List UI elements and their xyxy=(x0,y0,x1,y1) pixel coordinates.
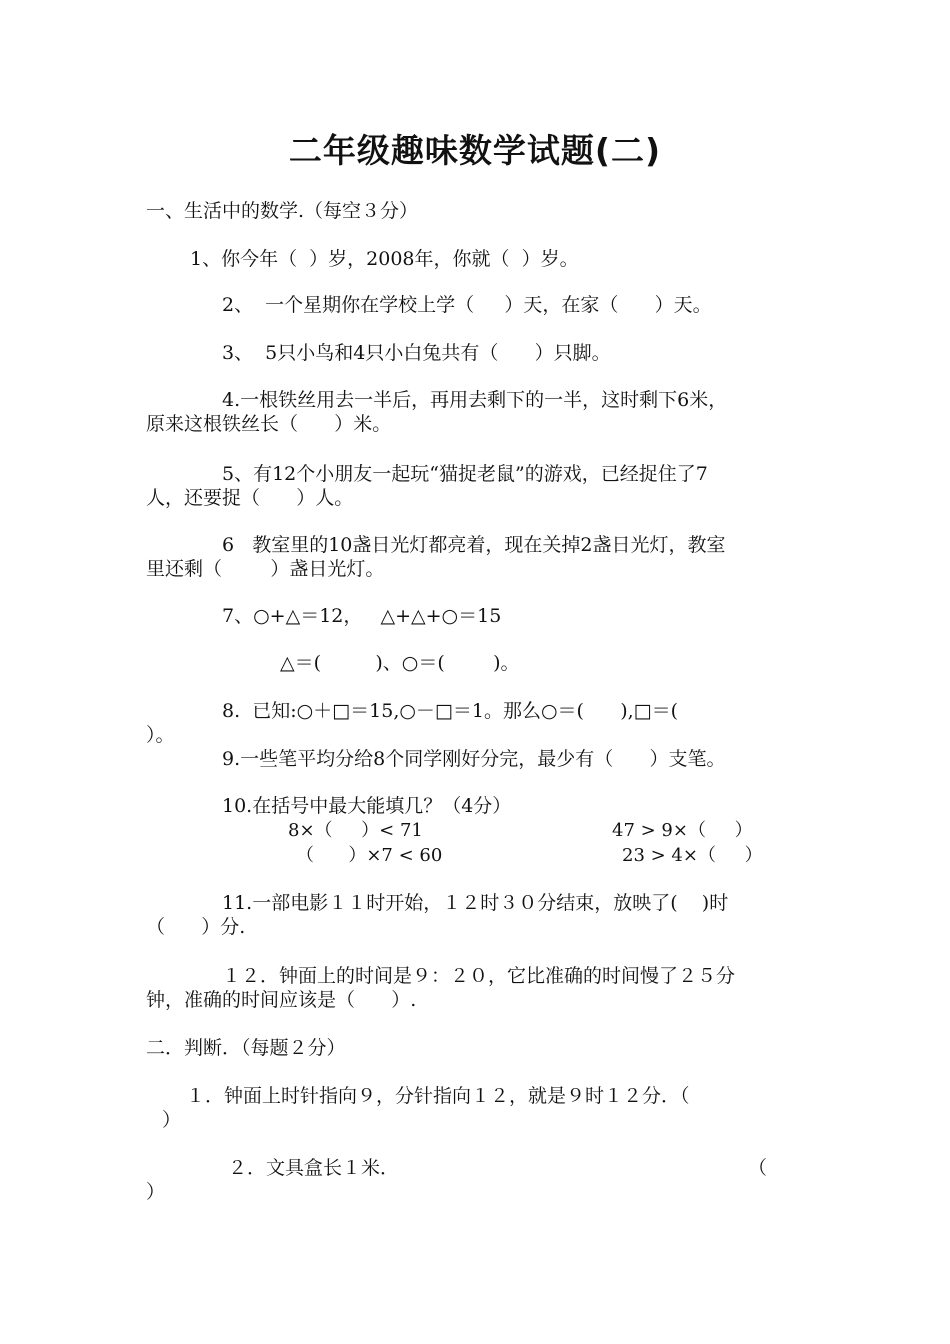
question-2: 2、 一个星期你在学校上学（ ）天，在家（ ）天。 xyxy=(222,294,712,316)
judgement-1-line-1: １．钟面上时针指向９，分针指向１２，就是９时１２分．（ xyxy=(186,1085,690,1107)
page-title: 二年级趣味数学试题(二) xyxy=(288,131,662,170)
question-10-heading: 10.在括号中最大能填几？（4分） xyxy=(222,795,512,817)
question-12-line-1: １２．钟面上的时间是９：２０，它比准确的时间慢了２５分 xyxy=(222,965,736,987)
judgement-1-line-2: ） xyxy=(162,1109,182,1131)
question-12-line-2: 钟，准确的时间应该是（ ）. xyxy=(146,989,417,1011)
judgement-2-text: ２．文具盒长１米． xyxy=(228,1157,400,1179)
question-6-line-2: 里还剩（ ）盏日光灯。 xyxy=(146,558,385,580)
question-10-item-a: 8×（ ）< 71 xyxy=(288,820,423,841)
question-5-line-1: 5、有12个小朋友一起玩“猫捉老鼠”的游戏，已经捉住了7 xyxy=(222,463,708,485)
question-5-line-2: 人，还要捉（ ）人。 xyxy=(146,487,354,509)
question-6-line-1: 6 教室里的10盏日光灯都亮着，现在关掉2盏日光灯，教室 xyxy=(222,534,726,556)
question-4-line-2: 原来这根铁丝长（ ）米。 xyxy=(146,413,392,435)
question-3: 3、 5只小鸟和4只小白兔共有（ ）只脚。 xyxy=(222,342,611,364)
question-10-item-d: 23 > 4×（ ） xyxy=(622,845,763,866)
question-7-line-2: △＝( )、○＝( )。 xyxy=(280,652,520,674)
judgement-2-paren-open: （ xyxy=(748,1157,768,1179)
question-10-item-c: （ ）×7 < 60 xyxy=(296,845,443,866)
question-11-line-2: （ ）分. xyxy=(146,916,246,938)
judgement-2-paren-close: ） xyxy=(146,1181,166,1203)
section-2-heading: 二．判断．（每题２分） xyxy=(146,1037,346,1059)
question-11-line-1: 11.一部电影１１时开始，１２时３０分结束，放映了( )时 xyxy=(222,892,729,914)
question-9: 9.一些笔平均分给8个同学刚好分完，最少有（ ）支笔。 xyxy=(222,748,726,770)
question-1: 1、你今年（ ）岁，2008年，你就（ ）岁。 xyxy=(190,248,579,270)
question-4-line-1: 4.一根铁丝用去一半后，再用去剩下的一半，这时剩下6米， xyxy=(222,389,728,411)
question-8-line-2: ）。 xyxy=(146,724,175,746)
question-10-item-b: 47 > 9×（ ） xyxy=(612,820,753,841)
question-8-line-1: 8. 已知:○＋□＝15,○－□＝1。那么○＝( ),□＝( xyxy=(222,700,679,722)
section-1-heading: 一、生活中的数学.（每空３分） xyxy=(146,200,419,222)
question-7-line-1: 7、○+△＝12， △+△+○＝15 xyxy=(222,605,502,627)
